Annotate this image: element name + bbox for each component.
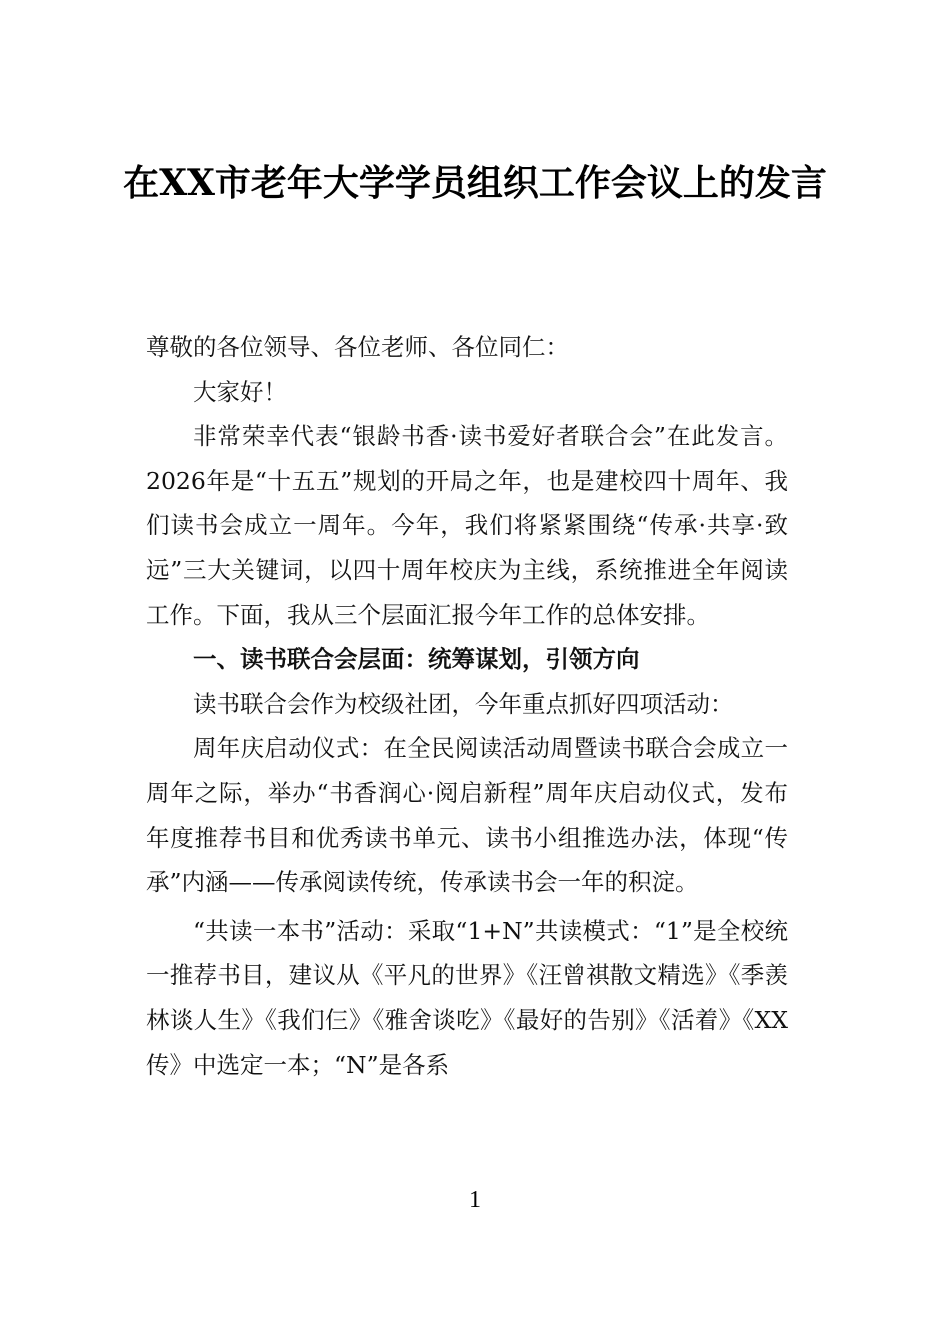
paragraph-intro: 非常荣幸代表“银龄书香·读书爱好者联合会”在此发言。2026年是“十五五”规划的开局之年，也是建校四十周年、我们读书会成立一周年。今年，我们将紧紧围绕“传承·共享·致远”三大关键词，以四十周年校庆为主线，系统推进全年阅读工作。下面，我从三个层面汇报今年工作的总体安排。 [146, 422, 788, 629]
salutation: 尊敬的各位领导、各位老师、各位同仁： [146, 333, 569, 361]
paragraph-co-reading: “共读一本书”活动：采取“1+N”共读模式：“1”是全校统一推荐书目，建议从《平凡的世界》《汪曾祺散文精选》《季羡林谈人生》《我们仨》《雅舍谈吃》《最好的告别》《活着》《XX传》中选定一本；“N”是各系 [146, 916, 788, 1079]
document-body [146, 325, 788, 1087]
greeting: 大家好！ [193, 377, 287, 406]
paragraph-section1-lead: 读书联合会作为校级社团，今年重点抓好四项活动： [193, 689, 734, 718]
document-title: 在XX市老年大学学员组织工作会议上的发言 [123, 162, 827, 204]
paragraph-anniversary: 周年庆启动仪式：在全民阅读活动周暨读书联合会成立一周年之际，举办“书香润心·阅启新程”周年庆启动仪式，发布年度推荐书目和优秀读书单元、读书小组推选办法，体现“传承”内涵——传承阅读传统，传承读书会一年的积淀。 [146, 734, 788, 897]
section-heading-1: 一、读书联合会层面：统筹谋划，引领方向 [193, 645, 640, 674]
page-number: 1 [469, 1187, 481, 1213]
